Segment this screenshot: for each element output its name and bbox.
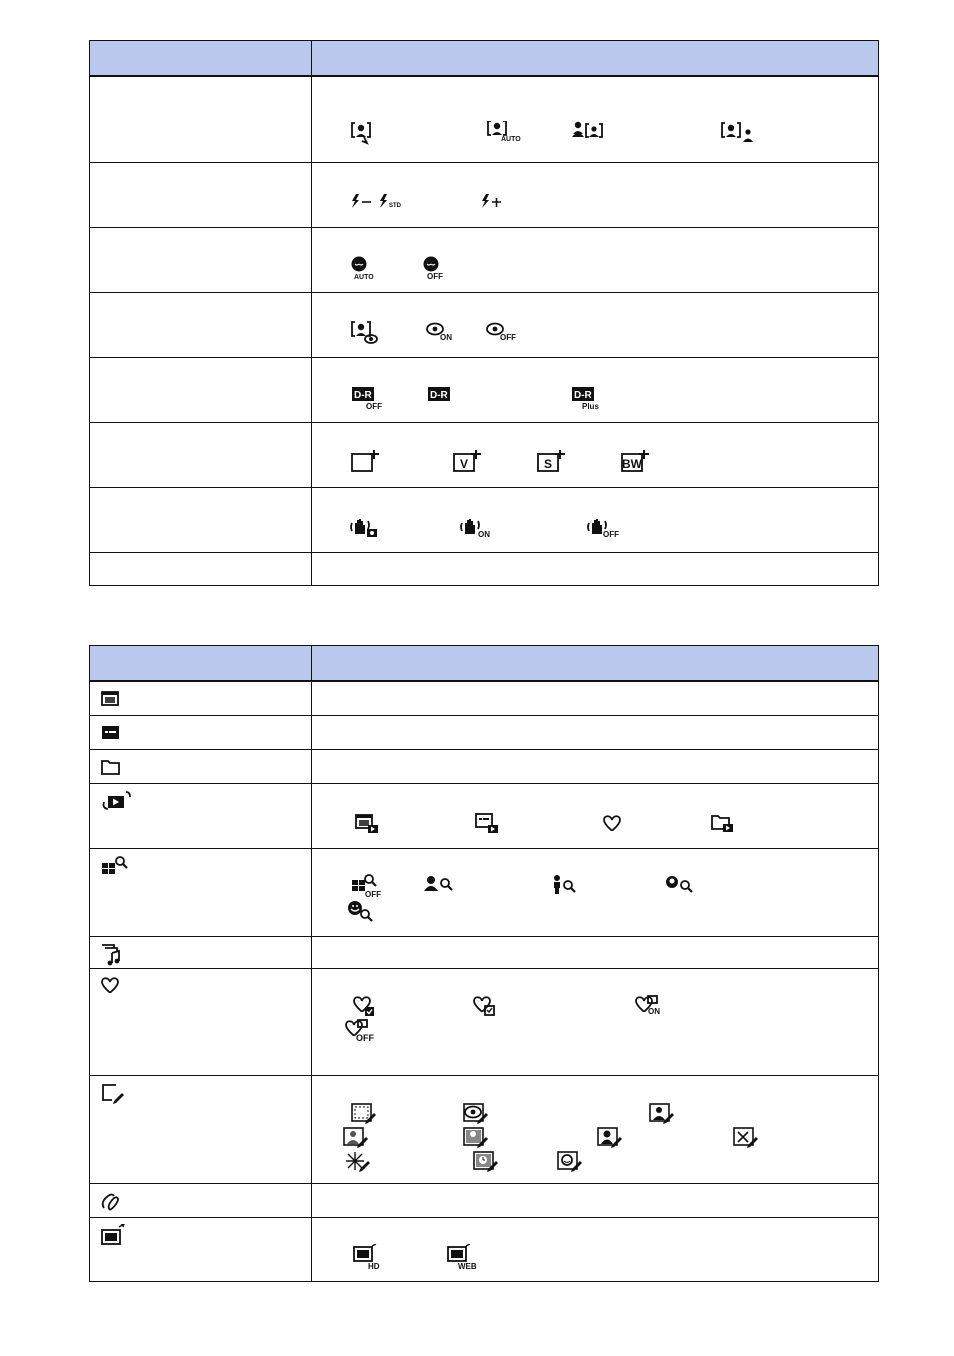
item-cell [90, 750, 312, 783]
item-cell [90, 1218, 312, 1281]
description-cell [312, 553, 878, 585]
svg-text:OFF: OFF [356, 1033, 374, 1043]
resize-hd-icon [352, 1244, 392, 1272]
shooting-settings-table [89, 40, 879, 586]
filter-all-faces-icon [422, 873, 462, 901]
description-cell [312, 682, 878, 715]
item-cell [90, 553, 312, 585]
paint-icon [100, 1190, 140, 1218]
face-detection-auto-icon [486, 121, 526, 149]
red-eye-row [90, 292, 878, 357]
retouch-fisheye-icon [596, 1126, 636, 1154]
dro-off-icon [350, 385, 390, 413]
filter-off-icon [350, 873, 390, 901]
favorite-multi-icon [472, 995, 512, 1023]
item-cell [90, 77, 312, 162]
description-cell [312, 784, 878, 848]
description-cell [312, 716, 878, 749]
description-cell [312, 1184, 878, 1217]
svg-text:OFF: OFF [427, 272, 443, 281]
description-cell [312, 750, 878, 783]
slideshow-folder-icon [710, 812, 750, 840]
item-cell [90, 293, 312, 357]
resize-icon [100, 1224, 140, 1252]
header-cell-description [312, 41, 878, 75]
steady-shot-off-icon [587, 515, 627, 543]
filter-infants-icon [664, 873, 704, 901]
face-detection-off-icon [350, 121, 390, 149]
svg-text:ON: ON [478, 530, 490, 539]
child-priority-icon [570, 121, 610, 149]
item-cell [90, 1184, 312, 1217]
heart-icon [100, 975, 140, 1003]
description-cell [312, 937, 878, 968]
description-cell [312, 488, 878, 552]
description-cell [312, 293, 878, 357]
color-bw-icon [620, 450, 660, 478]
table-header [90, 41, 878, 76]
retouch-row [90, 1075, 878, 1183]
svg-text:D-R: D-R [430, 390, 448, 401]
svg-text:STD: STD [389, 203, 401, 209]
filter-faces-row [90, 848, 878, 936]
svg-text:D-R: D-R [354, 390, 372, 401]
favorite-off-icon [344, 1019, 384, 1047]
slideshow-favorites-icon [602, 812, 642, 840]
description-cell [312, 969, 878, 1075]
filter-faces-icon [100, 855, 140, 883]
setup-row [90, 552, 878, 585]
favorites-row [90, 968, 878, 1075]
filter-children-icon [550, 873, 590, 901]
item-cell [90, 716, 312, 749]
folder-icon [100, 756, 140, 784]
event-view-row [90, 715, 878, 749]
svg-text:WEB: WEB [458, 1262, 477, 1271]
retouch-cross-filter-icon [732, 1126, 772, 1154]
svg-text:AUTO: AUTO [501, 136, 521, 143]
svg-text:OFF: OFF [500, 333, 516, 342]
item-cell [90, 1076, 312, 1183]
resize-web-icon [446, 1244, 486, 1272]
item-cell [90, 937, 312, 968]
item-cell [90, 682, 312, 715]
color-mode-row [90, 422, 878, 487]
description-cell [312, 163, 878, 227]
item-cell [90, 163, 312, 227]
svg-text:Plus: Plus [582, 402, 599, 411]
date-view-row [90, 681, 878, 715]
retouch-radiation-icon [344, 1150, 384, 1178]
anti-blink-off-icon [422, 255, 462, 283]
music-slideshow-icon [100, 943, 140, 971]
dro-plus-icon [570, 385, 610, 413]
anti-blink-auto-icon [350, 255, 390, 283]
svg-text:OFF: OFF [366, 402, 382, 411]
description-cell [312, 1218, 878, 1281]
resize-row [90, 1217, 878, 1281]
face-detection-row [90, 76, 878, 162]
red-eye-off-icon [486, 320, 526, 348]
svg-text:S: S [543, 457, 553, 471]
item-cell [90, 784, 312, 848]
flash-standard-icon [378, 190, 418, 218]
svg-text:OFF: OFF [603, 530, 619, 539]
folder-view-row [90, 749, 878, 783]
viewing-settings-table [89, 645, 879, 1282]
svg-text:BW: BW [622, 457, 642, 471]
flash-level-row [90, 162, 878, 227]
dro-standard-icon [426, 385, 466, 413]
steady-shot-continuous-icon [460, 515, 500, 543]
table-header [90, 646, 878, 681]
item-cell [90, 849, 312, 936]
calendar-icon [100, 688, 140, 716]
slideshow-icon [100, 790, 140, 818]
description-cell [312, 228, 878, 292]
color-sepia-icon [536, 450, 576, 478]
color-normal-icon [350, 450, 390, 478]
retouch-retro-icon [472, 1150, 512, 1178]
filter-smiles-icon [346, 899, 386, 927]
red-eye-on-icon [426, 320, 466, 348]
anti-blink-row [90, 227, 878, 292]
item-cell [90, 358, 312, 422]
retouch-happy-face-icon [556, 1150, 596, 1178]
favorite-on-icon [634, 995, 674, 1023]
description-cell [312, 77, 878, 162]
adult-priority-icon [720, 121, 760, 149]
steady-shot-shooting-icon [350, 515, 390, 543]
dro-row [90, 357, 878, 422]
svg-text:ON: ON [648, 1007, 660, 1016]
svg-text:HD: HD [368, 1262, 380, 1271]
svg-text:AUTO: AUTO [354, 274, 374, 281]
color-vivid-icon [452, 450, 492, 478]
paint-row [90, 1183, 878, 1217]
red-eye-auto-icon [350, 320, 390, 348]
event-view-icon [100, 722, 140, 750]
item-cell [90, 228, 312, 292]
retouch-icon [100, 1082, 140, 1110]
slideshow-row [90, 783, 878, 848]
music-slideshow-row [90, 936, 878, 968]
item-cell [90, 488, 312, 552]
svg-text:ON: ON [440, 333, 452, 342]
flash-plus-icon [480, 190, 520, 218]
item-cell [90, 423, 312, 487]
description-cell [312, 849, 878, 936]
description-cell [312, 423, 878, 487]
header-cell-item [90, 41, 312, 75]
description-cell [312, 358, 878, 422]
slideshow-event-icon [474, 812, 514, 840]
slideshow-all-icon [354, 812, 394, 840]
header-cell-description [312, 646, 878, 680]
svg-text:V: V [459, 457, 469, 471]
item-cell [90, 969, 312, 1075]
header-cell-item [90, 646, 312, 680]
steady-shot-row [90, 487, 878, 552]
svg-text:OFF: OFF [365, 890, 381, 899]
description-cell [312, 1076, 878, 1183]
svg-text:D-R: D-R [574, 390, 592, 401]
retouch-unsharp-icon [648, 1102, 688, 1130]
